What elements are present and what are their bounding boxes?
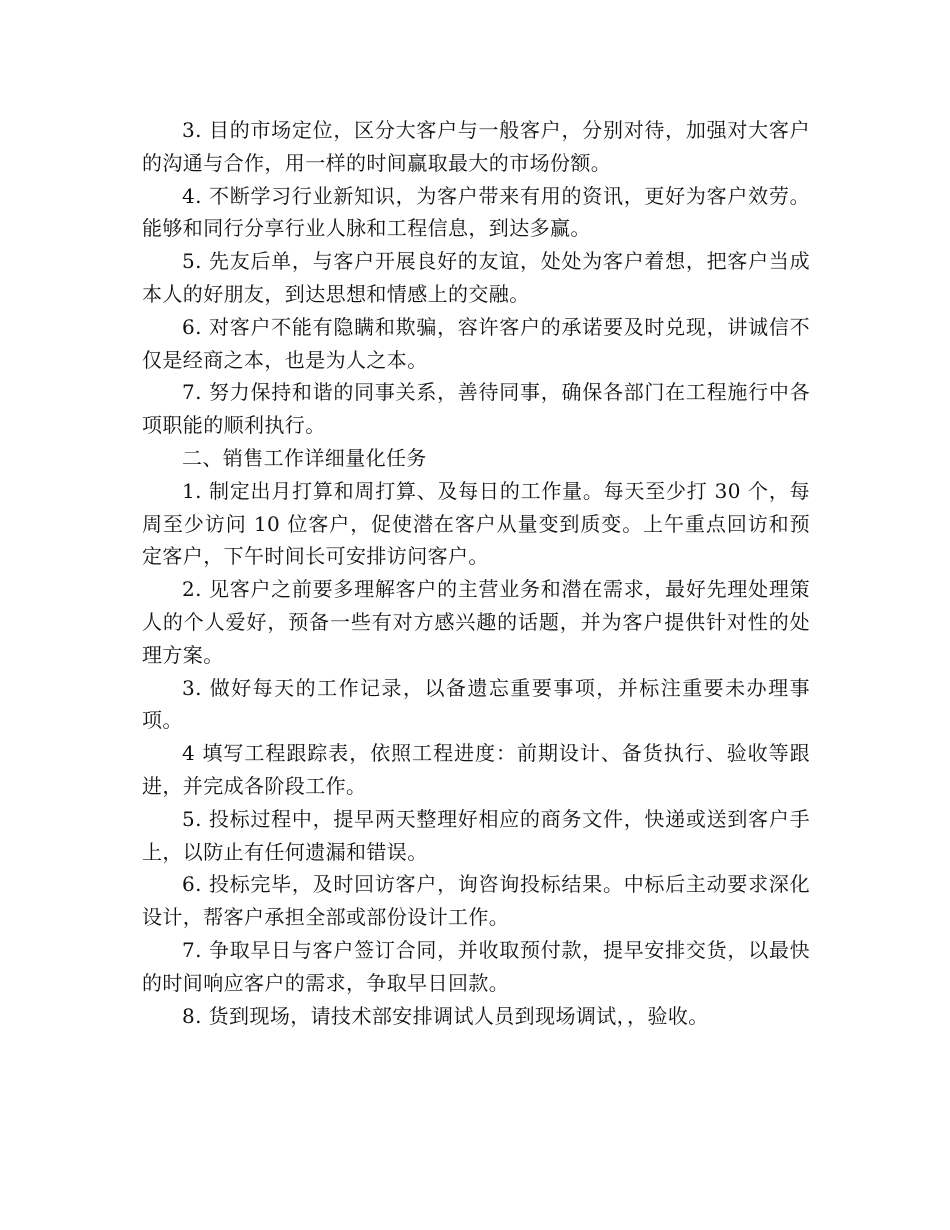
document-body — [142, 114, 810, 1032]
paragraph-task-6-bid-followup: 6. 投标完毕，及时回访客户，询咨询投标结果。中标后主动要求深化设计，帮客户承担全部或部份设计工作。 — [142, 872, 810, 930]
paragraph-task-7-contract: 7. 争取早日与客户签订合同，并收取预付款，提早安排交货，以最快的时间响应客户的需求，争取早日回款。 — [142, 937, 810, 995]
paragraph-task-5-bidding: 5. 投标过程中，提早两天整理好相应的商务文件，快递或送到客户手上，以防止有任何遗漏和错误。 — [142, 806, 810, 864]
section-heading-sales-tasks: 二、销售工作详细量化任务 — [182, 445, 427, 470]
paragraph-task-1-planning: 1. 制定出月打算和周打算、及每日的工作量。每天至少打 30 个，每周至少访问 10 位客户，促使潜在客户从量变到质变。上午重点回访和预定客户，下午时间长可安排访问客户。 — [142, 478, 810, 569]
paragraph-task-2-client-research: 2. 见客户之前要多理解客户的主营业务和潜在需求，最好先理处理策人的个人爱好，预备一些有对方感兴趣的话题，并为客户提供针对性的处理方案。 — [142, 577, 810, 667]
paragraph-task-3-work-record: 3. 做好每天的工作记录，以备遗忘重要事项，并标注重要未办理事项。 — [142, 675, 810, 733]
paragraph-task-8-delivery: 8. 货到现场，请技术部安排调试人员到现场调试，，验收。 — [182, 1003, 709, 1028]
paragraph-item-3-market-positioning: 3. 目的市场定位，区分大客户与一般客户，分别对待，加强对大客户的沟通与合作，用一样的时间赢取最大的市场份额。 — [142, 118, 810, 175]
paragraph-task-4-tracking-table: 4 填写工程跟踪表，依照工程进度：前期设计、备货执行、验收等跟进，并完成各阶段工作。 — [142, 741, 810, 798]
paragraph-item-4-learning: 4. 不断学习行业新知识，为客户带来有用的资讯，更好为客户效劳。能够和同行分享行业人脉和工程信息，到达多赢。 — [142, 183, 810, 241]
paragraph-item-5-friendship: 5. 先友后单，与客户开展良好的友谊，处处为客户着想，把客户当成本人的好朋友，到达思想和情感上的交融。 — [142, 249, 810, 306]
paragraph-item-6-honesty: 6. 对客户不能有隐瞒和欺骗，容许客户的承诺要及时兑现，讲诚信不仅是经商之本，也是为人之本。 — [142, 314, 810, 372]
paragraph-item-7-colleagues: 7. 努力保持和谐的同事关系，善待同事，确保各部门在工程施行中各项职能的顺利执行。 — [142, 380, 810, 438]
